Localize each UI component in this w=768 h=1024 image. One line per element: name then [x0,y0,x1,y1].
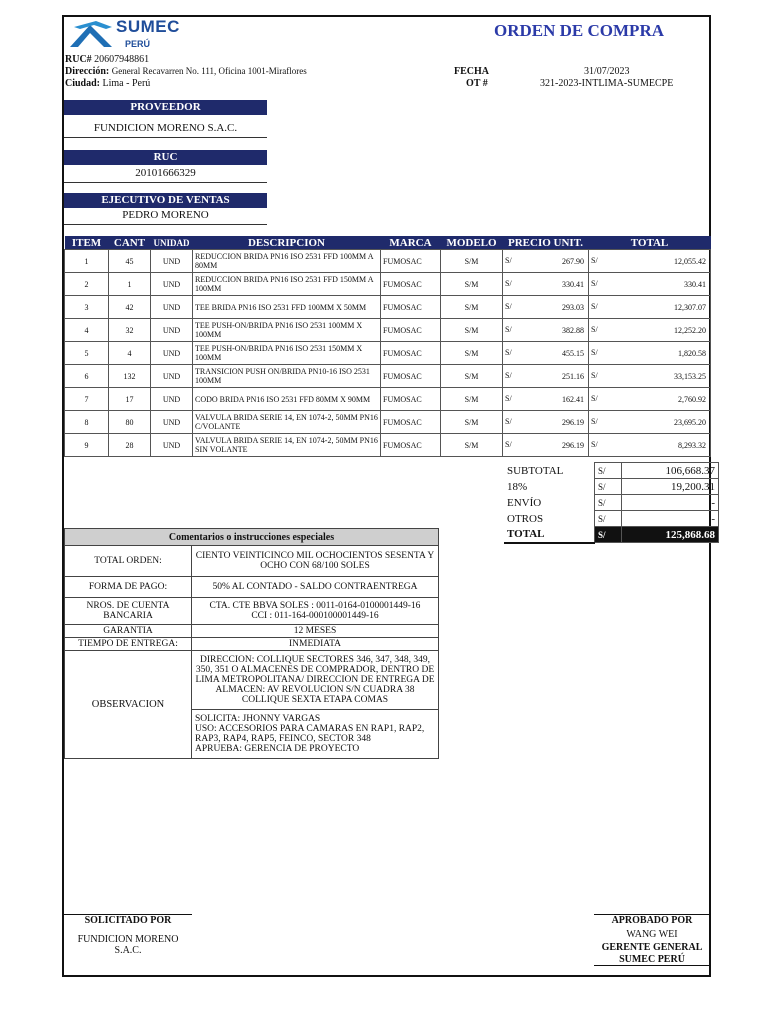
fecha-label: FECHA [454,66,489,77]
precio-currency: S/ [505,371,512,380]
descripcion-cell: REDUCCION BRIDA PN16 ISO 2531 FFD 100MM A 80MM [193,250,381,273]
unidad-cell: UND [151,365,193,388]
modelo-cell: S/M [441,296,503,319]
total-value: 12,307.07 [674,302,706,312]
ciudad-value: Lima - Perú [102,78,151,89]
total-label: TOTAL [504,527,595,543]
marca-cell: FUMOSAC [381,273,441,296]
observacion-detalle [192,710,439,759]
logo-subtitle: PERÚ [125,39,151,49]
unidad-cell: UND [151,250,193,273]
fecha-value: 31/07/2023 [584,66,630,77]
aprobado-role: GERENTE GENERAL [601,942,703,953]
subtotal-currency: S/ [595,463,622,479]
observacion-solicita: SOLICITA: JHONNY VARGAS [195,714,321,724]
marca-cell: FUMOSAC [381,319,441,342]
tiempo-label: TIEMPO DE ENTREGA: [65,638,192,651]
precio-currency: S/ [505,256,512,265]
table-row [65,273,711,296]
total-row [504,527,719,543]
direccion-value: General Recavarren No. 111, Oficina 1001-Miraflores [111,66,307,76]
cant-cell: 45 [109,250,151,273]
table-row [65,250,711,273]
envio-value: - [622,495,719,511]
marca-cell: FUMOSAC [381,250,441,273]
subtotal-value: 106,668.37 [622,463,719,479]
total-cell [589,388,711,411]
marca-cell: FUMOSAC [381,411,441,434]
table-row [65,388,711,411]
precio-currency: S/ [505,394,512,403]
descripcion-cell: VALVULA BRIDA SERIE 14, EN 1074-2, 50MM PN16 C/VOLANTE [193,411,381,434]
total-value: 1,820.58 [678,348,706,358]
unidad-cell: UND [151,342,193,365]
envio-label: ENVÍO [507,496,542,509]
ejecutivo-value: PEDRO MORENO [64,207,267,225]
col-cant: CANT [109,236,151,250]
garantia-value: 12 MESES [192,625,439,638]
total-cell [589,319,711,342]
cuenta-label: NROS. DE CUENTA BANCARIA [65,598,192,625]
garantia-row [65,625,439,638]
modelo-cell: S/M [441,342,503,365]
cant-cell: 32 [109,319,151,342]
table-row [65,411,711,434]
precio-value: 382.88 [562,325,584,335]
igv-value: 19,200.31 [622,479,719,495]
total-value: 23,695.20 [674,417,706,427]
cuenta-line-2: CCI : 011-164-000100001449-16 [251,611,379,621]
item-cell: 8 [65,411,109,434]
precio-value: 162.41 [562,394,584,404]
modelo-cell: S/M [441,273,503,296]
total-currency: S/ [591,440,598,449]
ot-value: 321-2023-INTLIMA-SUMECPE [540,78,674,89]
forma-pago-label: FORMA DE PAGO: [65,577,192,598]
total-cell [589,365,711,388]
descripcion-cell: TEE PUSH-ON/BRIDA PN16 ISO 2531 150MM X 100MM [193,342,381,365]
precio-currency: S/ [505,348,512,357]
item-cell: 6 [65,365,109,388]
direccion-line [65,66,307,77]
item-cell: 5 [65,342,109,365]
envio-currency: S/ [595,495,622,511]
col-modelo: MODELO [441,236,503,250]
total-cell [589,296,711,319]
precio-cell [503,319,589,342]
aprobado-company: SUMEC PERÚ [594,954,710,966]
total-cell [589,273,711,296]
col-descripcion: DESCRIPCION [193,236,381,250]
unidad-cell: UND [151,411,193,434]
logo-name: SUMEC [116,17,180,36]
garantia-label: GARANTIA [65,625,192,638]
unidad-cell: UND [151,434,193,457]
total-cell [589,342,711,365]
modelo-cell: S/M [441,388,503,411]
total-currency: S/ [595,527,622,543]
cuenta-row [65,598,439,625]
total-currency: S/ [591,417,598,426]
table-row [65,319,711,342]
items-header-row [65,236,711,250]
comments-table [64,528,439,759]
precio-cell [503,388,589,411]
observacion-row-1 [65,651,439,710]
total-value: 8,293.32 [678,440,706,450]
ejecutivo-header: EJECUTIVO DE VENTAS [64,193,267,208]
col-item: ITEM [65,236,109,250]
descripcion-cell: VALVULA BRIDA SERIE 14, EN 1074-2, 50MM PN16 SIN VOLANTE [193,434,381,457]
total-value: 12,252.20 [674,325,706,335]
total-orden-value: CIENTO VEINTICINCO MIL OCHOCIENTOS SESENTA Y OCHO CON 68/100 SOLES [192,546,439,577]
total-value: 33,153.25 [674,371,706,381]
cant-cell: 4 [109,342,151,365]
tiempo-value: INMEDIATA [192,638,439,651]
observacion-aprueba: APRUEBA: GERENCIA DE PROYECTO [195,744,360,754]
item-cell: 1 [65,250,109,273]
direccion-label: Dirección: [65,66,110,77]
solicitado-value: FUNDICION MORENO S.A.C. [77,934,179,956]
ruc-value: 20607948861 [94,54,150,65]
subtotal-row [504,463,719,479]
precio-value: 330.41 [562,279,584,289]
table-row [65,365,711,388]
marca-cell: FUMOSAC [381,342,441,365]
precio-value: 455.15 [562,348,584,358]
ciudad-line [65,78,150,89]
forma-pago-row [65,577,439,598]
table-row [65,342,711,365]
modelo-cell: S/M [441,411,503,434]
items-table [64,236,711,457]
cant-cell: 17 [109,388,151,411]
precio-value: 296.19 [562,417,584,427]
precio-cell [503,296,589,319]
total-value: 2,760.92 [678,394,706,404]
unidad-cell: UND [151,273,193,296]
item-cell: 2 [65,273,109,296]
otros-row [504,511,719,527]
precio-cell [503,273,589,296]
cant-cell: 42 [109,296,151,319]
precio-currency: S/ [505,417,512,426]
precio-cell [503,365,589,388]
item-cell: 4 [65,319,109,342]
precio-cell [503,434,589,457]
marca-cell: FUMOSAC [381,434,441,457]
envio-row [504,495,719,511]
total-currency: S/ [591,302,598,311]
comments-title: Comentarios o instrucciones especiales [65,529,439,546]
descripcion-cell: TEE BRIDA PN16 ISO 2531 FFD 100MM X 50MM [193,296,381,319]
total-value: 125,868.68 [622,527,719,543]
precio-currency: S/ [505,325,512,334]
marca-cell: FUMOSAC [381,388,441,411]
total-currency: S/ [591,348,598,357]
aprobado-name: WANG WEI [626,929,678,940]
modelo-cell: S/M [441,250,503,273]
ot-label: OT # [466,78,488,89]
modelo-cell: S/M [441,319,503,342]
ruc-proveedor-value: 20101666329 [64,164,267,183]
precio-cell [503,342,589,365]
comments-header-row [65,529,439,546]
igv-label: 18% [507,480,528,493]
item-cell: 9 [65,434,109,457]
marca-cell: FUMOSAC [381,296,441,319]
table-row [65,434,711,457]
col-total: TOTAL [589,236,711,250]
aprobado-label: APROBADO POR [594,914,710,926]
item-cell: 7 [65,388,109,411]
precio-currency: S/ [505,440,512,449]
solicitado-label: SOLICITADO POR [64,914,192,926]
subtotal-label: SUBTOTAL [507,464,564,477]
descripcion-cell: TRANSICION PUSH ON/BRIDA PN10-16 ISO 2531 100MM [193,365,381,388]
total-orden-label: TOTAL ORDEN: [65,546,192,577]
ciudad-label: Ciudad: [65,78,101,89]
cant-cell: 1 [109,273,151,296]
observacion-label: OBSERVACION [65,651,192,759]
forma-pago-value: 50% AL CONTADO - SALDO CONTRAENTREGA [192,577,439,598]
item-cell: 3 [65,296,109,319]
proveedor-value: FUNDICION MORENO S.A.C. [64,119,267,138]
descripcion-cell: TEE PUSH-ON/BRIDA PN16 ISO 2531 100MM X 100MM [193,319,381,342]
col-unidad: UNIDAD [151,236,193,250]
totals-table [504,462,719,544]
precio-cell [503,411,589,434]
total-currency: S/ [591,394,598,403]
col-marca: MARCA [381,236,441,250]
total-currency: S/ [591,279,598,288]
cant-cell: 80 [109,411,151,434]
cuenta-value [192,598,439,625]
total-cell [589,411,711,434]
total-orden-row [65,546,439,577]
unidad-cell: UND [151,296,193,319]
total-cell [589,434,711,457]
cant-cell: 28 [109,434,151,457]
ruc-label: RUC# [65,54,92,65]
precio-value: 251.16 [562,371,584,381]
unidad-cell: UND [151,319,193,342]
total-value: 330.41 [684,279,706,289]
descripcion-cell: CODO BRIDA PN16 ISO 2531 FFD 80MM X 90MM [193,388,381,411]
igv-currency: S/ [595,479,622,495]
modelo-cell: S/M [441,434,503,457]
precio-value: 267.90 [562,256,584,266]
precio-value: 296.19 [562,440,584,450]
proveedor-header: PROVEEDOR [64,100,267,115]
table-row [65,296,711,319]
cant-cell: 132 [109,365,151,388]
descripcion-cell: REDUCCION BRIDA PN16 ISO 2531 FFD 150MM A 100MM [193,273,381,296]
precio-currency: S/ [505,302,512,311]
marca-cell: FUMOSAC [381,365,441,388]
unidad-cell: UND [151,388,193,411]
precio-cell [503,250,589,273]
document-title: ORDEN DE COMPRA [494,21,664,40]
igv-row [504,479,719,495]
total-currency: S/ [591,371,598,380]
precio-value: 293.03 [562,302,584,312]
col-precio: PRECIO UNIT. [503,236,589,250]
otros-value: - [622,511,719,527]
cuenta-line-1: CTA. CTE BBVA SOLES : 0011-0164-0100001449-16 [209,601,421,611]
tiempo-row [65,638,439,651]
total-currency: S/ [591,325,598,334]
observacion-direccion: DIRECCION: COLLIQUE SECTORES 346, 347, 348, 349, 350, 351 O ALMACENES DE COMPRADOR, DENTRO DE LIMA METROPOLITANA/ DIRECCION DE ENTREGA DE ALMACEN: AV REVOLUCION S/N CUADRA 38 COLLIQUE SEXTA ETAPA COMAS [192,651,439,710]
precio-currency: S/ [505,279,512,288]
observacion-uso: USO: ACCESORIOS PARA CAMARAS EN RAP1, RAP2, RAP3, RAP4, RAP5, FEINCO, SECTOR 348 [195,724,425,744]
total-cell [589,250,711,273]
total-value: 12,055.42 [674,256,706,266]
ruc-line [65,54,149,65]
ruc-proveedor-header: RUC [64,150,267,165]
total-currency: S/ [591,256,598,265]
otros-label: OTROS [507,512,544,525]
otros-currency: S/ [595,511,622,527]
modelo-cell: S/M [441,365,503,388]
